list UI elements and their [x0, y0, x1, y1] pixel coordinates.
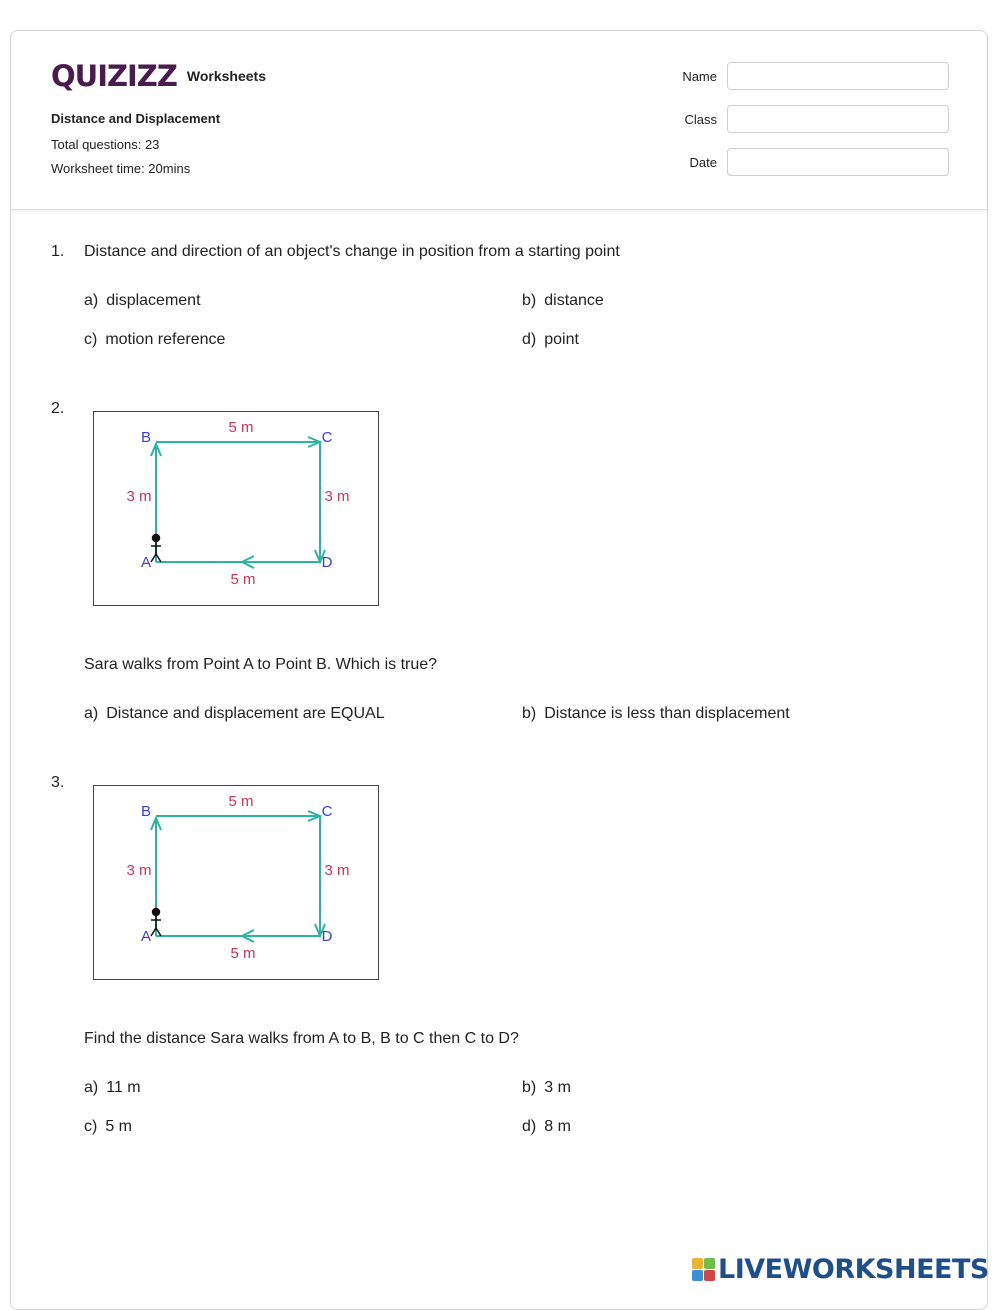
right-measure-label: 3 m [324, 862, 350, 879]
option-letter: d) [522, 331, 537, 348]
option-letter: a) [84, 705, 99, 722]
point-b-label: B [140, 803, 152, 820]
liveworksheets-text: LIVEWORKSHEETS [718, 1254, 989, 1285]
option-b[interactable] [522, 292, 604, 310]
brand-subtitle: Worksheets [186, 68, 266, 84]
worksheet-header [11, 31, 987, 210]
option-text: 5 m [105, 1118, 132, 1135]
option-letter: c) [84, 1118, 98, 1135]
option-text: 11 m [106, 1079, 141, 1096]
question-number: 3. [51, 774, 65, 791]
option-b[interactable] [522, 705, 790, 723]
date-label: Date [689, 155, 717, 170]
path-lines [151, 437, 325, 568]
quizizz-logo: QUIZIZZ [51, 59, 177, 93]
option-text: distance [544, 292, 604, 309]
option-letter: a) [84, 1079, 99, 1096]
diagram-svg [94, 786, 380, 981]
path-lines [151, 811, 325, 942]
option-text: point [544, 331, 579, 348]
option-letter: c) [84, 331, 98, 348]
option-d[interactable] [522, 1118, 571, 1136]
rectangle-path-diagram [93, 411, 379, 606]
name-label: Name [682, 69, 717, 84]
worksheet-time: Worksheet time: 20mins [51, 161, 191, 176]
bottom-measure-label: 5 m [230, 945, 256, 962]
option-text: motion reference [105, 331, 226, 348]
point-a-label: A [140, 928, 152, 945]
point-c-label: C [321, 803, 333, 820]
class-field[interactable] [727, 105, 949, 133]
worksheet-page [10, 30, 988, 1310]
option-letter: d) [522, 1118, 537, 1135]
liveworksheets-logo[interactable] [692, 1254, 989, 1285]
question-number: 1. [51, 243, 65, 260]
right-measure-label: 3 m [324, 488, 350, 505]
left-measure-label: 3 m [126, 488, 152, 505]
top-measure-label: 5 m [228, 793, 254, 810]
option-text: displacement [106, 292, 201, 309]
rectangle-path-diagram [93, 785, 379, 980]
option-d[interactable] [522, 331, 579, 349]
name-field[interactable] [727, 62, 949, 90]
option-text: Distance and displacement are EQUAL [106, 705, 385, 722]
option-letter: b) [522, 705, 537, 722]
question-number: 2. [51, 400, 65, 417]
bottom-measure-label: 5 m [230, 571, 256, 588]
class-label: Class [684, 112, 717, 127]
option-text: 3 m [544, 1079, 571, 1096]
option-c[interactable] [84, 1118, 132, 1136]
point-a-label: A [140, 554, 152, 571]
liveworksheets-icon [692, 1258, 716, 1282]
option-a[interactable] [84, 292, 201, 310]
point-d-label: D [321, 928, 333, 945]
diagram-svg [94, 412, 380, 607]
question-text: Find the distance Sara walks from A to B, B to C then C to D? [84, 1030, 519, 1047]
option-a[interactable] [84, 1079, 141, 1097]
question-text: Sara walks from Point A to Point B. Which is true? [84, 656, 438, 673]
point-c-label: C [321, 429, 333, 446]
option-c[interactable] [84, 331, 225, 349]
option-a[interactable] [84, 705, 385, 723]
point-d-label: D [321, 554, 333, 571]
left-measure-label: 3 m [126, 862, 152, 879]
option-text: 8 m [544, 1118, 571, 1135]
worksheet-title: Distance and Displacement [51, 111, 221, 126]
option-text: Distance is less than displacement [544, 705, 790, 722]
date-field[interactable] [727, 148, 949, 176]
point-b-label: B [140, 429, 152, 446]
option-letter: a) [84, 292, 99, 309]
option-letter: b) [522, 292, 537, 309]
question-text: Distance and direction of an object's change in position from a starting point [84, 243, 620, 260]
total-questions: Total questions: 23 [51, 137, 160, 152]
option-b[interactable] [522, 1079, 571, 1097]
top-measure-label: 5 m [228, 419, 254, 436]
option-letter: b) [522, 1079, 537, 1096]
brand [51, 59, 266, 93]
